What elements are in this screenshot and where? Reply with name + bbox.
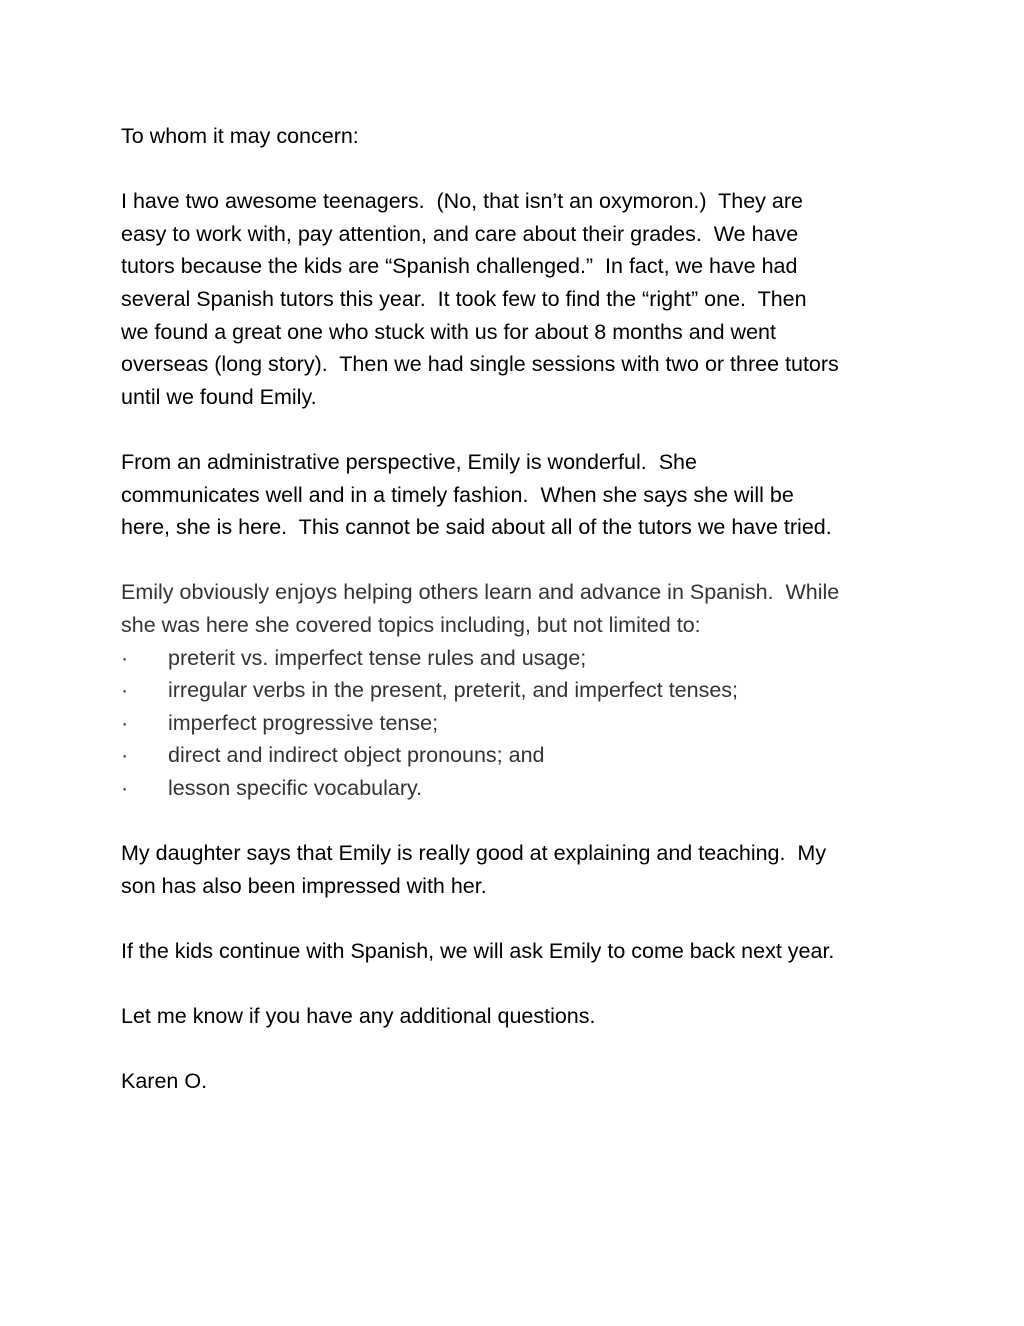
bullet-icon: · xyxy=(121,743,129,768)
signature xyxy=(121,1065,921,1098)
text-line: communicates well and in a timely fashion. When she says she will be xyxy=(121,482,794,507)
text-line: here, she is here. This cannot be said about all of the tutors we have tried. xyxy=(121,515,832,540)
topics-list xyxy=(121,642,921,805)
list-item-text: imperfect progressive tense; xyxy=(168,710,439,735)
list-item-text: direct and indirect object pronouns; and xyxy=(168,743,545,768)
list-item-text: preterit vs. imperfect tense rules and usage; xyxy=(168,645,587,670)
list-item-text: lesson specific vocabulary. xyxy=(168,775,423,800)
list-item xyxy=(121,772,921,805)
text-line: several Spanish tutors this year. It took few to find the “right” one. Then xyxy=(121,286,807,311)
list-item xyxy=(121,707,921,740)
text-line: overseas (long story). Then we had single sessions with two or three tutors xyxy=(121,352,839,377)
text-line: I have two awesome teenagers. (No, that isn’t an oxymoron.) They are xyxy=(121,189,803,214)
paragraph-closing xyxy=(121,1000,921,1033)
text-line: If the kids continue with Spanish, we will ask Emily to come back next year. xyxy=(121,938,835,963)
text-line: until we found Emily. xyxy=(121,384,317,409)
list-item xyxy=(121,642,921,675)
list-item-text: irregular verbs in the present, preterit, and imperfect tenses; xyxy=(168,678,739,703)
paragraph-intro xyxy=(121,185,921,413)
bullet-icon: · xyxy=(121,775,129,800)
list-item xyxy=(121,739,921,772)
text-line: easy to work with, pay attention, and care about their grades. We have xyxy=(121,221,799,246)
bullet-icon: · xyxy=(121,678,129,703)
paragraph-topics xyxy=(121,576,921,641)
text-line: Let me know if you have any additional questions. xyxy=(121,1004,596,1029)
paragraph-administrative xyxy=(121,446,921,544)
text-line: she was here she covered topics including, but not limited to: xyxy=(121,612,701,637)
text-line: son has also been impressed with her. xyxy=(121,873,487,898)
text-line: we found a great one who stuck with us for about 8 months and went xyxy=(121,319,776,344)
topics-section xyxy=(121,576,921,804)
salutation xyxy=(121,120,921,153)
paragraph-next-year xyxy=(121,935,921,968)
bullet-icon: · xyxy=(121,645,129,670)
letter-body xyxy=(121,120,921,1130)
text-line: tutors because the kids are “Spanish challenged.” In fact, we have had xyxy=(121,254,798,279)
list-item xyxy=(121,674,921,707)
signature-text: Karen O. xyxy=(121,1069,208,1094)
text-line: My daughter says that Emily is really good at explaining and teaching. My xyxy=(121,841,827,866)
text-line: Emily obviously enjoys helping others learn and advance in Spanish. While xyxy=(121,580,840,605)
paragraph-kids-opinion xyxy=(121,837,921,902)
text-line: From an administrative perspective, Emily is wonderful. She xyxy=(121,449,697,474)
salutation-text: To whom it may concern: xyxy=(121,124,359,148)
bullet-icon: · xyxy=(121,710,129,735)
